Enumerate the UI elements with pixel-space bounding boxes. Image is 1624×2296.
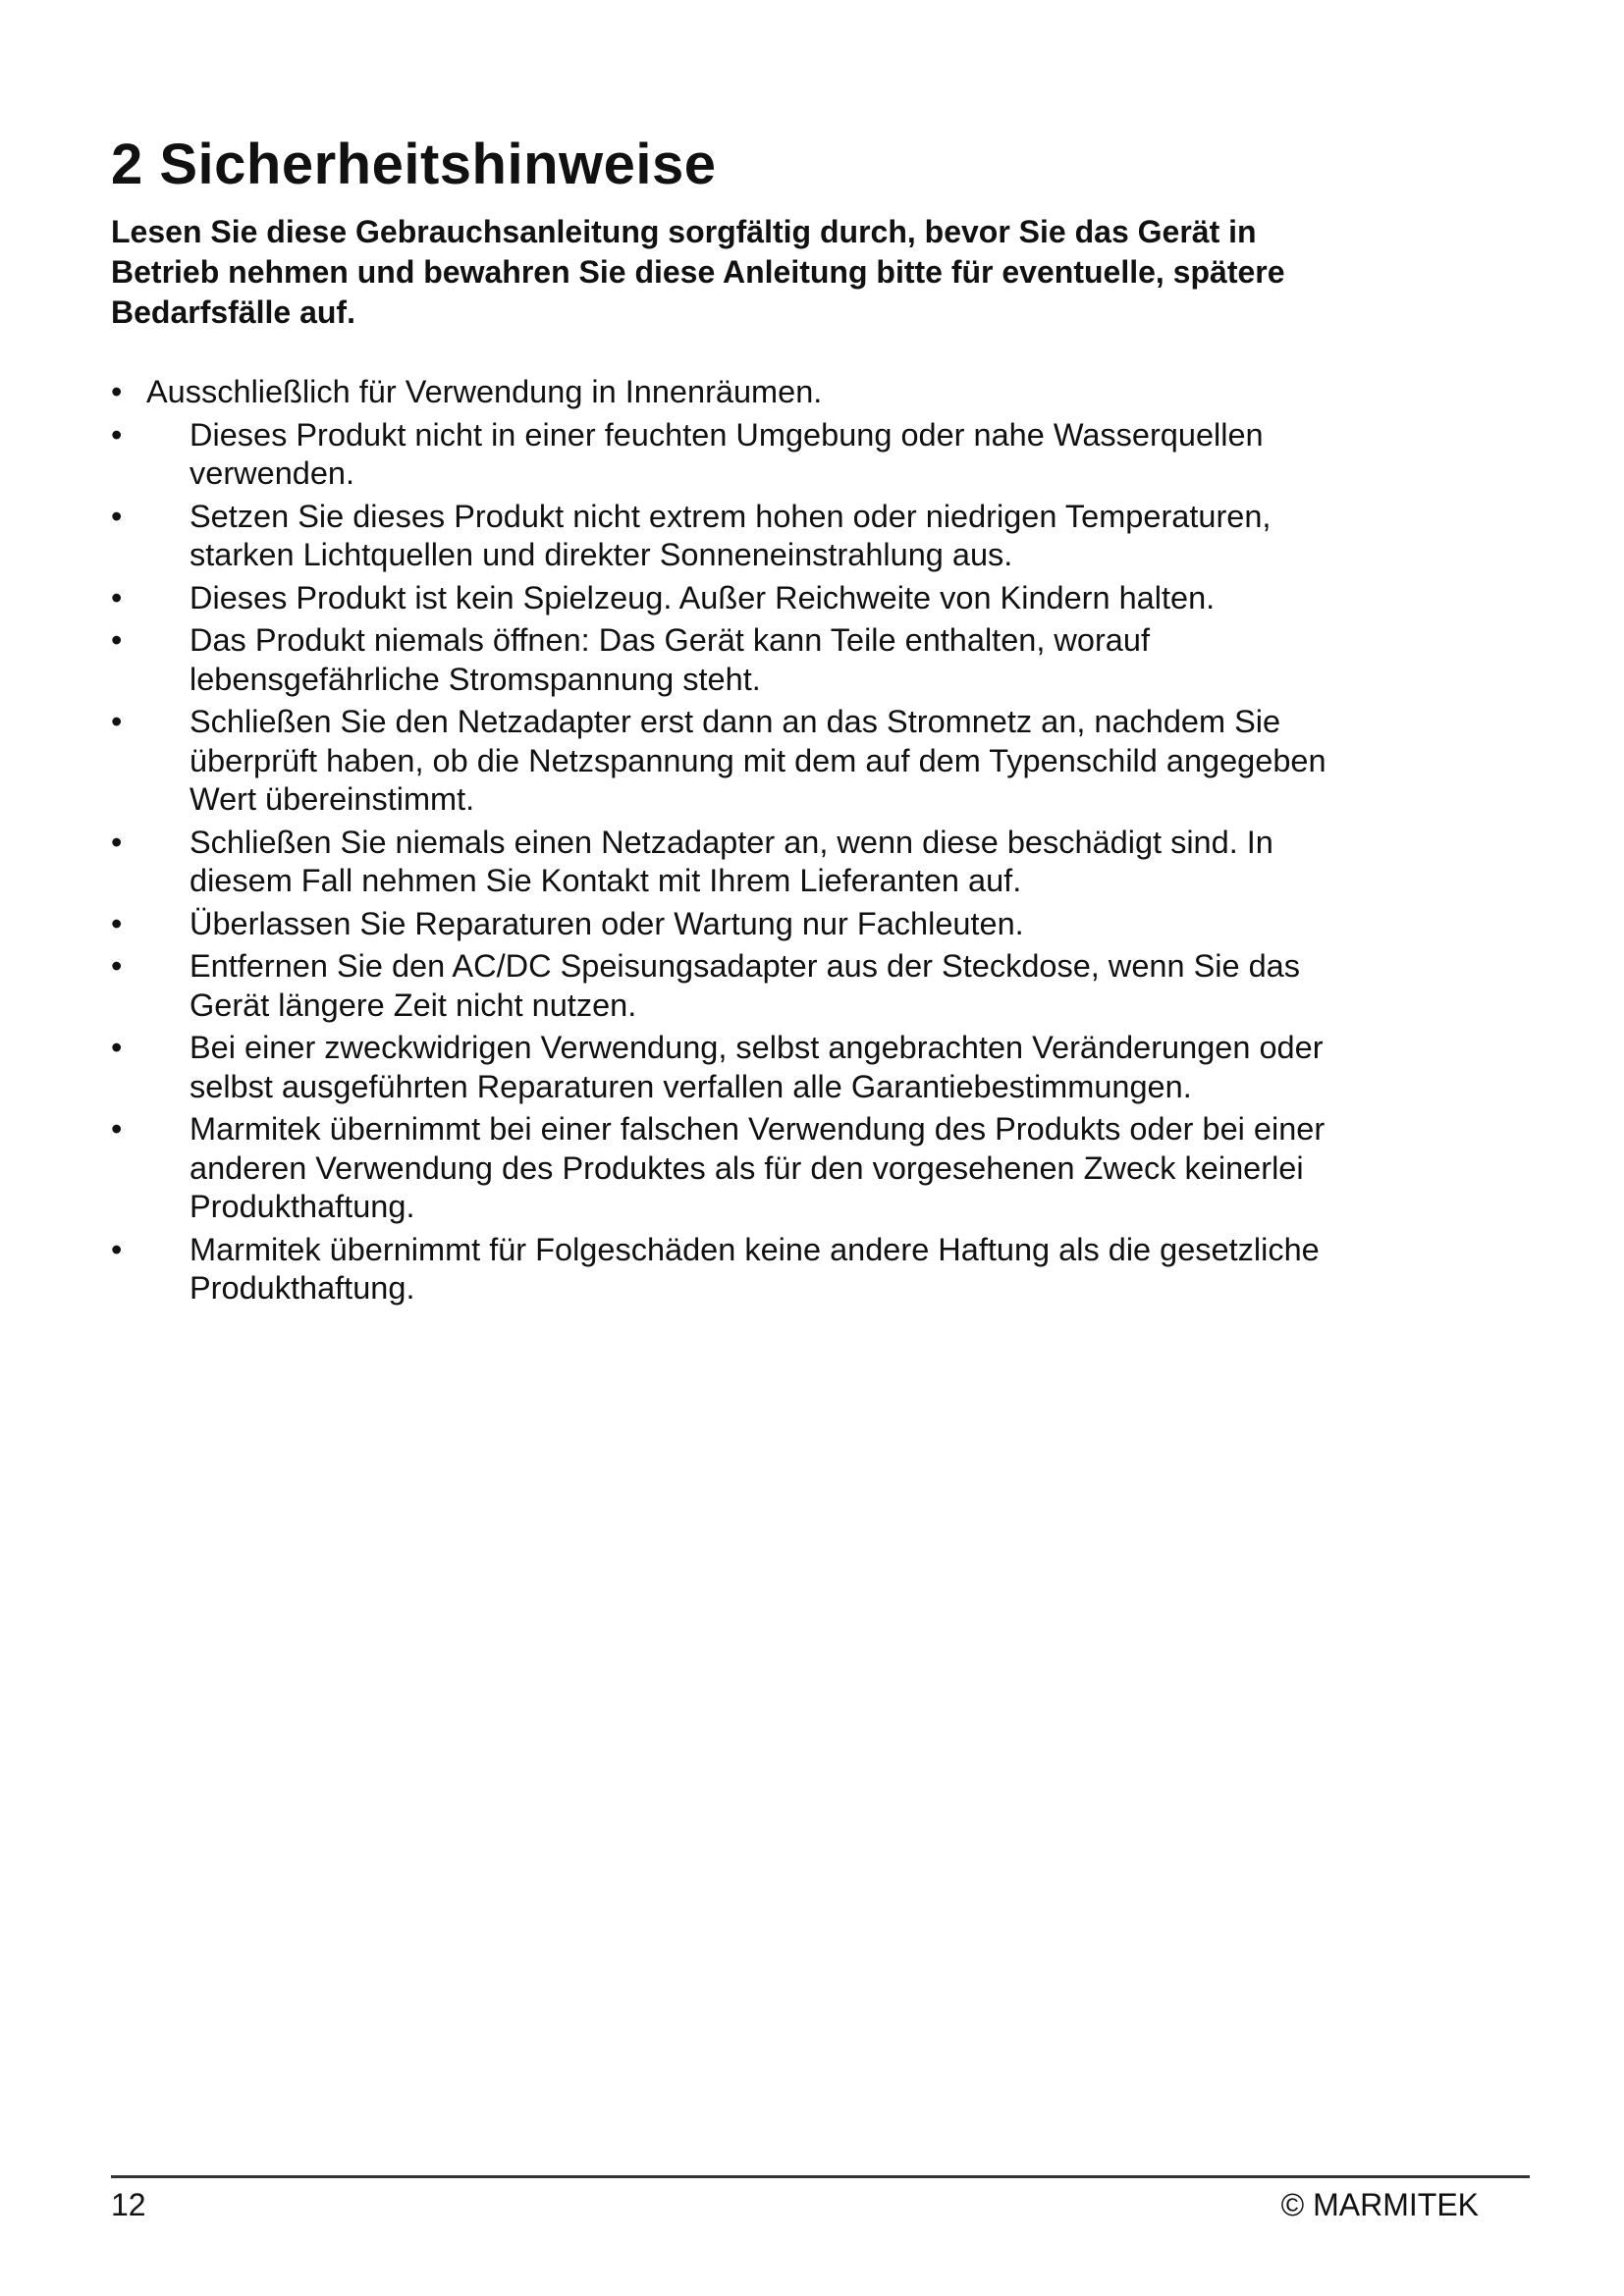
copyright-notice: © MARMITEK (1280, 2187, 1479, 2222)
intro-line: Betrieb nehmen und bewahren Sie diese Anleitung bitte für eventuelle, spätere (111, 254, 1285, 290)
safety-item-text: starken Lichtquellen und direkter Sonneneinstrahlung aus. (189, 537, 1013, 572)
safety-item-text: selbst ausgeführten Reparaturen verfallen alle Garantiebestimmungen. (189, 1068, 1192, 1104)
bullet-icon: • (111, 579, 123, 615)
safety-item-text: Überlassen Sie Reparaturen oder Wartung nur Fachleuten. (189, 905, 1024, 941)
safety-item-text: Schließen Sie niemals einen Netzadapter an, wenn diese beschädigt sind. In (189, 824, 1273, 860)
safety-item-text: lebensgefährliche Stromspannung steht. (189, 661, 761, 697)
safety-item-text: Produkthaftung. (189, 1270, 415, 1306)
bullet-icon: • (111, 824, 123, 860)
safety-list-item (111, 373, 1505, 412)
safety-item-text: Schließen Sie den Netzadapter erst dann an das Stromnetz an, nachdem Sie (189, 704, 1281, 739)
safety-list-item (111, 579, 1505, 618)
safety-item-text: Dieses Produkt ist kein Spielzeug. Außer Reichweite von Kindern halten. (189, 579, 1216, 615)
bullet-icon: • (111, 1231, 123, 1267)
intro-line: Lesen Sie diese Gebrauchsanleitung sorgfältig durch, bevor Sie das Gerät in (111, 214, 1257, 249)
safety-item-text: Produkthaftung. (189, 1189, 415, 1224)
safety-item-text: Marmitek übernimmt für Folgeschäden keine andere Haftung als die gesetzliche (189, 1231, 1320, 1267)
safety-item-text: Setzen Sie dieses Produkt nicht extrem hohen oder niedrigen Temperaturen, (189, 498, 1272, 534)
bullet-icon: • (111, 704, 123, 739)
safety-item-text: Dieses Produkt nicht in einer feuchten Umgebung oder nahe Wasserquellen (189, 416, 1264, 453)
safety-item-text: Marmitek übernimmt bei einer falschen Verwendung des Produkts oder bei einer (189, 1111, 1326, 1147)
safety-list-item (111, 416, 1505, 494)
safety-list (111, 373, 1505, 1312)
safety-list-item (111, 1029, 1505, 1106)
safety-item-text: Gerät längere Zeit nicht nutzen. (189, 987, 637, 1023)
footer-divider (111, 2175, 1530, 2178)
bullet-icon: • (111, 948, 123, 984)
bullet-icon: • (111, 498, 123, 534)
safety-list-item (111, 1231, 1505, 1308)
safety-item-text: diesem Fall nehmen Sie Kontakt mit Ihrem Lieferanten auf. (189, 863, 1022, 898)
page-number: 12 (111, 2187, 146, 2222)
safety-item-text: anderen Verwendung des Produktes als für den vorgesehenen Zweck keinerlei (189, 1149, 1304, 1186)
safety-list-item (111, 1110, 1505, 1227)
safety-list-item (111, 621, 1505, 699)
safety-item-text: Ausschließlich für Verwendung in Innenräumen. (146, 374, 823, 409)
safety-item-text: Wert übereinstimmt. (189, 781, 475, 817)
safety-list-item (111, 703, 1505, 820)
bullet-icon: • (111, 416, 123, 453)
safety-list-item (111, 498, 1505, 575)
safety-list-item (111, 947, 1505, 1025)
bullet-icon: • (111, 622, 123, 658)
bullet-icon: • (111, 905, 123, 941)
bullet-icon: • (111, 1030, 123, 1065)
page-title: 2 Sicherheitshinweise (111, 133, 717, 196)
safety-item-text: Das Produkt niemals öffnen: Das Gerät kann Teile enthalten, worauf (189, 622, 1150, 658)
safety-list-item (111, 905, 1505, 944)
safety-item-text: verwenden. (189, 455, 355, 491)
safety-list-item (111, 824, 1505, 901)
bullet-icon: • (111, 374, 123, 409)
intro-paragraph (111, 212, 1486, 333)
intro-line: Bedarfsfälle auf. (111, 294, 355, 330)
safety-item-text: überprüft haben, ob die Netzspannung mit dem auf dem Typenschild angegeben (189, 742, 1326, 778)
safety-item-text: Bei einer zweckwidrigen Verwendung, selbst angebrachten Veränderungen oder (189, 1030, 1324, 1065)
safety-item-text: Entfernen Sie den AC/DC Speisungsadapter aus der Steckdose, wenn Sie das (189, 948, 1300, 984)
bullet-icon: • (111, 1111, 123, 1147)
